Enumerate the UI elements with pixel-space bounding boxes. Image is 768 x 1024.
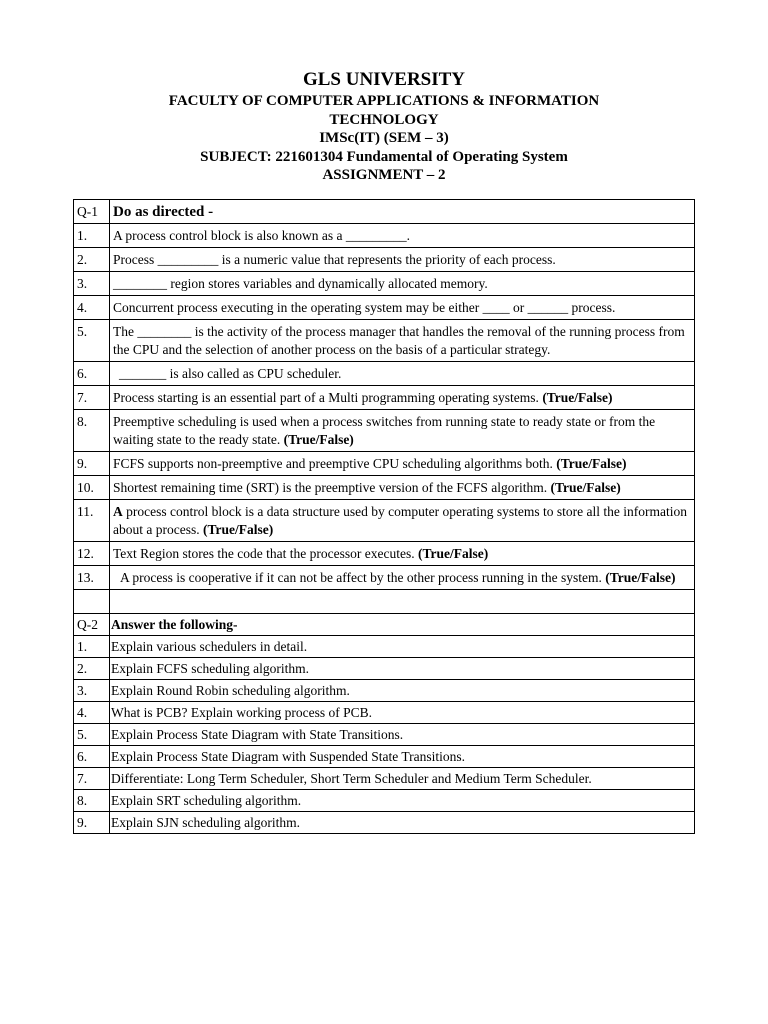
assignment-table (73, 199, 695, 834)
table-row (74, 476, 695, 500)
question-text: Explain Round Robin scheduling algorithm. (110, 680, 695, 702)
empty-cell (74, 590, 110, 614)
question-text: _______ is also called as CPU scheduler. (110, 362, 695, 386)
question-number: 8. (74, 790, 110, 812)
question-number: 3. (74, 272, 110, 296)
q1-title: Do as directed - (110, 200, 695, 224)
question-number: 10. (74, 476, 110, 500)
q1-header-row (74, 200, 695, 224)
faculty-line-2: TECHNOLOGY (329, 111, 439, 128)
question-number: 8. (74, 410, 110, 452)
question-text: ________ region stores variables and dynamically allocated memory. (110, 272, 695, 296)
table-row (74, 724, 695, 746)
q2-label: Q-2 (74, 614, 110, 636)
question-cell (110, 386, 695, 410)
question-number: 4. (74, 296, 110, 320)
table-row (74, 812, 695, 834)
question-text: Text Region stores the code that the processor executes. (113, 546, 418, 561)
question-lead-word: A (113, 504, 123, 519)
question-text: The ________ is the activity of the process manager that handles the removal of the running process from the CPU and the selection of another process on the basis of a particular strategy. (110, 320, 695, 362)
table-row (74, 636, 695, 658)
empty-row (74, 590, 695, 614)
table-row (74, 320, 695, 362)
question-text: Shortest remaining time (SRT) is the preemptive version of the FCFS algorithm. (113, 480, 551, 495)
q2-header-row (74, 614, 695, 636)
table-row (74, 566, 695, 590)
question-text: Explain Process State Diagram with Suspended State Transitions. (110, 746, 695, 768)
question-text: Process _________ is a numeric value that represents the priority of each process. (110, 248, 695, 272)
table-row (74, 362, 695, 386)
question-cell (110, 452, 695, 476)
table-row (74, 768, 695, 790)
question-number: 7. (74, 768, 110, 790)
question-text: Differentiate: Long Term Scheduler, Short Term Scheduler and Medium Term Scheduler. (110, 768, 695, 790)
q1-label: Q-1 (74, 200, 110, 224)
question-cell (110, 566, 695, 590)
question-text: Explain various schedulers in detail. (110, 636, 695, 658)
true-false-tag: (True/False) (550, 480, 621, 495)
question-text: A process is cooperative if it can not be affect by the other process running in the system. (120, 570, 606, 585)
table-row (74, 224, 695, 248)
question-number: 6. (74, 362, 110, 386)
table-row (74, 542, 695, 566)
table-row (74, 702, 695, 724)
empty-cell (110, 590, 695, 614)
question-text: Process starting is an essential part of a Multi programming operating systems. (113, 390, 543, 405)
assignment-line: ASSIGNMENT – 2 (322, 167, 446, 183)
question-text: Concurrent process executing in the operating system may be either ____ or ______ process. (110, 296, 695, 320)
question-number: 7. (74, 386, 110, 410)
question-number: 1. (74, 636, 110, 658)
q2-title: Answer the following- (110, 614, 695, 636)
document-header (0, 68, 768, 185)
question-number: 11. (74, 500, 110, 542)
table-row (74, 296, 695, 320)
question-text: Explain SJN scheduling algorithm. (110, 812, 695, 834)
table-row (74, 746, 695, 768)
question-text: Explain Process State Diagram with State Transitions. (110, 724, 695, 746)
question-text: Explain SRT scheduling algorithm. (110, 790, 695, 812)
question-number: 13. (74, 566, 110, 590)
table-row (74, 452, 695, 476)
subject-line: SUBJECT: 221601304 Fundamental of Operating System (200, 148, 568, 165)
faculty-line-1: FACULTY OF COMPUTER APPLICATIONS & INFORMATION (168, 93, 600, 109)
table-row (74, 500, 695, 542)
program-line: IMSc(IT) (SEM – 3) (319, 130, 449, 146)
table-row (74, 272, 695, 296)
true-false-tag: (True/False) (556, 456, 627, 471)
table-row (74, 410, 695, 452)
question-number: 2. (74, 658, 110, 680)
true-false-tag: (True/False) (417, 546, 489, 561)
question-text: FCFS supports non-preemptive and preemptive CPU scheduling algorithms both. (113, 456, 557, 471)
question-text: Explain FCFS scheduling algorithm. (110, 658, 695, 680)
table-row (74, 658, 695, 680)
true-false-tag: (True/False) (605, 570, 676, 585)
question-number: 12. (74, 542, 110, 566)
university-title: GLS UNIVERSITY (302, 69, 466, 90)
question-number: 6. (74, 746, 110, 768)
question-number: 1. (74, 224, 110, 248)
question-cell (110, 410, 695, 452)
true-false-tag: (True/False) (202, 522, 274, 537)
question-number: 5. (74, 320, 110, 362)
question-number: 9. (74, 452, 110, 476)
question-number: 4. (74, 702, 110, 724)
true-false-tag: (True/False) (283, 432, 354, 447)
question-number: 3. (74, 680, 110, 702)
question-number: 5. (74, 724, 110, 746)
question-text: What is PCB? Explain working process of PCB. (110, 702, 695, 724)
table-row (74, 790, 695, 812)
question-number: 2. (74, 248, 110, 272)
question-text: process control block is a data structure used by computer operating systems to store all the information about a process. (113, 504, 687, 537)
table-row (74, 386, 695, 410)
table-row (74, 248, 695, 272)
true-false-tag: (True/False) (542, 390, 613, 405)
table-row (74, 680, 695, 702)
question-cell (110, 476, 695, 500)
question-number: 9. (74, 812, 110, 834)
question-text: Preemptive scheduling is used when a process switches from running state to ready state or from the waiting state to the ready state. (113, 414, 656, 447)
question-cell (110, 500, 695, 542)
question-cell (110, 542, 695, 566)
question-text: A process control block is also known as a _________. (110, 224, 695, 248)
